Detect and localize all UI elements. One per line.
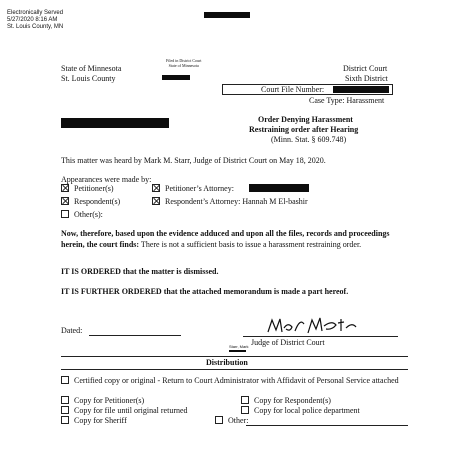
stamp-line-1: Electronically Served	[7, 10, 64, 16]
court-label: District Court	[343, 64, 388, 73]
appearance-respondent-attorney	[152, 197, 308, 206]
distribution-rule-top	[61, 356, 408, 357]
respondent-label: Respondent(s)	[74, 197, 121, 206]
redaction-filed	[162, 75, 190, 80]
copy-file-checkbox[interactable]	[61, 406, 69, 414]
copy-sheriff-checkbox[interactable]	[61, 416, 69, 424]
copy-file-label: Copy for file until original returned	[74, 406, 188, 415]
findings-text: There is not a sufficient basis to issue a harassment restraining order.	[139, 239, 362, 249]
other-checkbox[interactable]	[215, 416, 223, 424]
filed-stamp-line-1: Filed in District Court	[166, 58, 202, 63]
state-label: State of Minnesota	[61, 64, 122, 73]
copy-petitioner-label: Copy for Petitioner(s)	[74, 396, 145, 405]
respondent-attorney-label: Respondent’s Attorney: Hannah M El-bashir	[165, 197, 308, 206]
petitioner-attorney-checkbox[interactable]	[152, 184, 160, 192]
distribution-copy-file	[61, 406, 188, 415]
case-type-label: Case Type: Harassment	[309, 96, 385, 105]
filed-stamp-line-2: State of Minnesota	[168, 62, 199, 68]
dated-line	[89, 335, 181, 336]
distribution-copy-sheriff	[61, 416, 127, 425]
respondent-checkbox[interactable]	[61, 197, 69, 205]
county-label: St. Louis County	[61, 74, 116, 83]
signature-line	[243, 336, 398, 337]
signer-caption: Starr, Mark	[229, 344, 249, 349]
redaction-file-number	[333, 86, 389, 93]
ordered-dismissed: IT IS ORDERED that the matter is dismissed.	[61, 267, 219, 276]
petitioner-attorney-label: Petitioner’s Attorney:	[165, 184, 234, 193]
appearance-petitioner-attorney	[152, 184, 234, 193]
other-label: Other:	[228, 416, 249, 425]
distribution-rule-bottom	[61, 369, 408, 370]
redaction-parties	[61, 118, 169, 128]
distribution-other	[215, 416, 248, 425]
copy-petitioner-checkbox[interactable]	[61, 396, 69, 404]
other-line	[246, 425, 408, 426]
copy-police-checkbox[interactable]	[241, 406, 249, 414]
distribution-copy-petitioner	[61, 396, 144, 405]
redaction-petitioner-attorney	[249, 184, 309, 192]
file-number-box	[222, 84, 393, 95]
distribution-copy-police	[241, 406, 360, 415]
stamp-line-3: St. Louis County, MN	[7, 24, 64, 30]
copy-respondent-label: Copy for Respondent(s)	[254, 396, 331, 405]
others-label: Other(s):	[74, 210, 103, 219]
dated-label: Dated:	[61, 326, 83, 335]
findings-bold: Now, therefore, based upon the evidence adduced and upon all the files, records and proceedings herein, the court finds:	[61, 229, 390, 249]
judge-label: Judge of District Court	[251, 338, 325, 347]
intro-text: This matter was heard by Mark M. Starr, Judge of District Court on May 18, 2020.	[61, 156, 326, 165]
distribution-certified	[61, 376, 421, 386]
appearance-respondent	[61, 197, 120, 206]
copy-sheriff-label: Copy for Sheriff	[74, 416, 127, 425]
order-title-3: (Minn. Stat. § 609.748)	[271, 135, 347, 144]
certified-label: Certified copy or original - Return to Court Administrator with Affidavit of Personal Service attached	[74, 376, 399, 385]
others-checkbox[interactable]	[61, 210, 69, 218]
eservice-stamp	[7, 10, 63, 31]
file-number-label: Court File Number:	[261, 85, 325, 94]
district-label: Sixth District	[345, 74, 388, 83]
petitioner-checkbox[interactable]	[61, 184, 69, 192]
copy-respondent-checkbox[interactable]	[241, 396, 249, 404]
distribution-heading: Distribution	[206, 358, 248, 367]
distribution-copy-respondent	[241, 396, 331, 405]
certified-checkbox[interactable]	[61, 376, 69, 384]
appearances-heading: Appearances were made by:	[61, 175, 152, 184]
ordered-memorandum: IT IS FURTHER ORDERED that the attached memorandum is made a part hereof.	[61, 287, 349, 296]
copy-police-label: Copy for local police department	[254, 406, 360, 415]
petitioner-label: Petitioner(s)	[74, 184, 114, 193]
appearance-petitioner	[61, 184, 114, 193]
appearance-others	[61, 210, 103, 219]
stamp-line-2: 5/27/2020 8:16 AM	[7, 17, 58, 23]
filed-stamp	[166, 59, 201, 68]
redaction-top	[204, 12, 250, 18]
order-title-1: Order Denying Harassment	[258, 115, 353, 124]
findings-paragraph	[61, 229, 406, 250]
order-title-2: Restraining order after Hearing	[249, 125, 359, 134]
redaction-signer	[229, 350, 246, 352]
respondent-attorney-checkbox[interactable]	[152, 197, 160, 205]
